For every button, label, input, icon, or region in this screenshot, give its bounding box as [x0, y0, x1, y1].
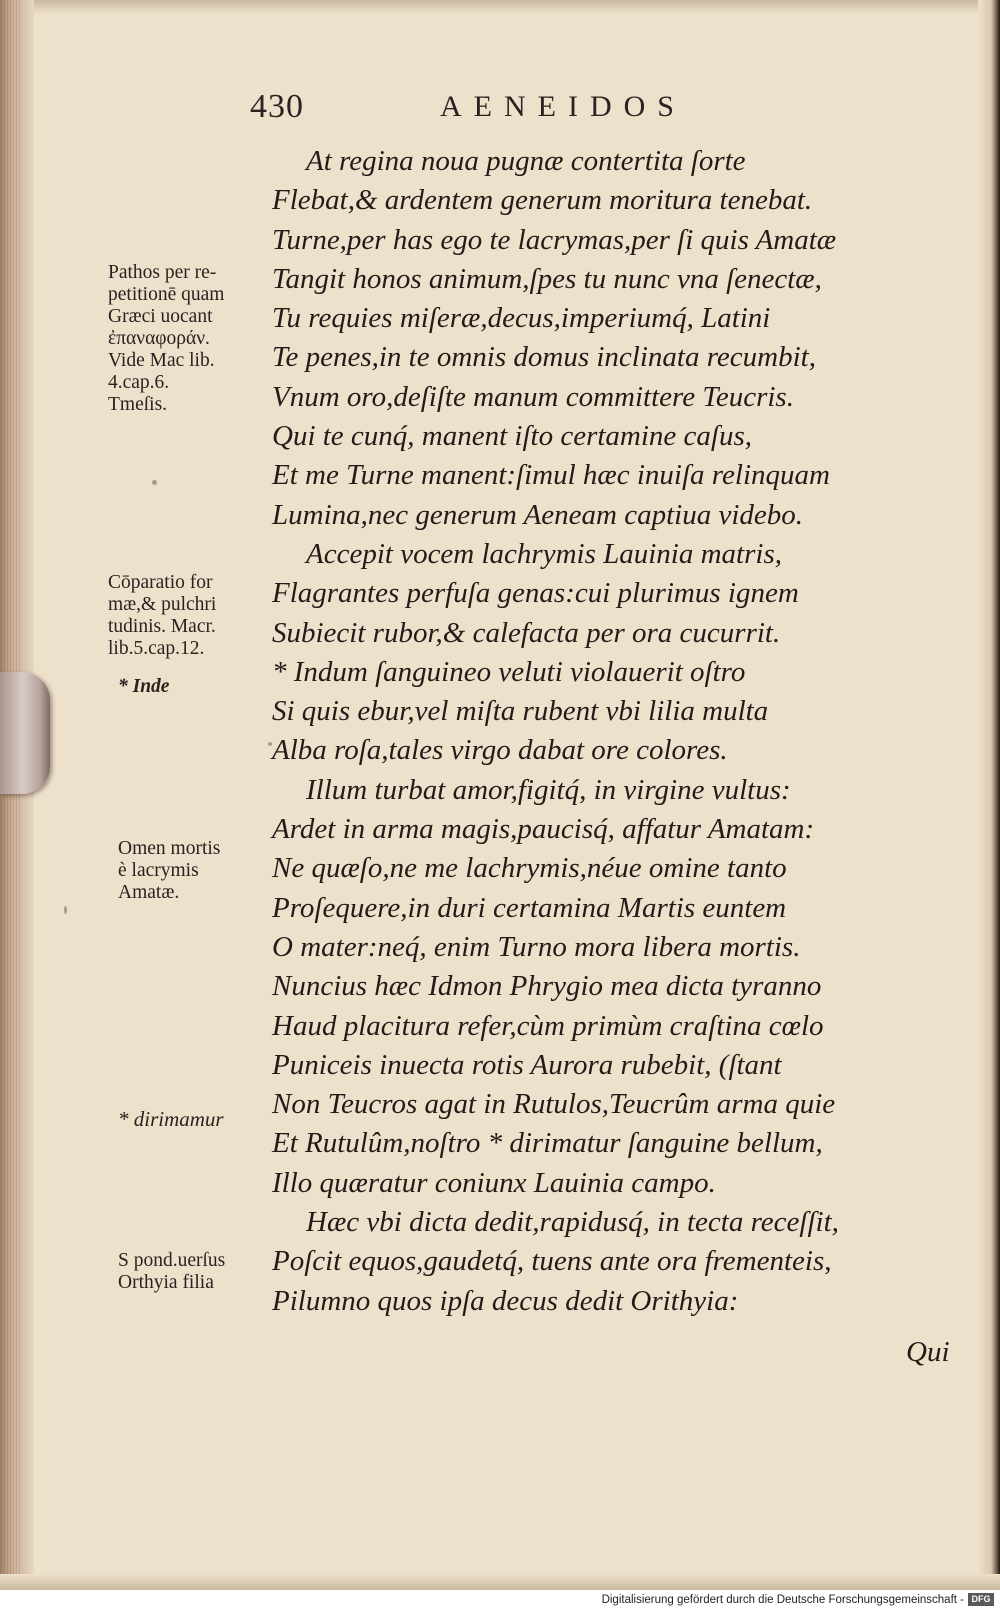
verse-line: Puniceis inuecta rotis Aurora rubebit, (ſtant [272, 1048, 782, 1081]
verse-line: Ardet in arma magis,paucisq́, affatur Amatam: [272, 813, 815, 846]
verse-line: Si quis ebur,vel miſta rubent vbi lilia multa [272, 695, 769, 728]
verse-line: At regina noua pugnæ contertita ſorte [306, 145, 746, 177]
verse-line: Turne,per has ego te lacrymas,per ſi quis Amatæ [272, 223, 837, 256]
page-bottom-edge [0, 1574, 1000, 1590]
running-head [250, 88, 810, 132]
marginal-note-dirimamur: * dirimamur [118, 1107, 224, 1131]
catchword: Qui [906, 1336, 950, 1368]
page-top-shadow [0, 0, 1000, 14]
paper-speck [64, 906, 67, 914]
dfg-logo: DFG [968, 1593, 994, 1606]
page-right-edge [978, 0, 1000, 1590]
paper-speck [268, 742, 272, 746]
verse-line: Ne quæſo,ne me lachrymis,néue omine tanto [272, 852, 787, 885]
verse-line: Vnum oro,deſiſte manum committere Teucris. [272, 380, 794, 413]
verse-line: Subiecit rubor,& calefacta per ora cucurrit. [272, 616, 781, 649]
verse-line: Tu requies miſeræ,decus,imperiumq́, Latini [272, 302, 771, 335]
verse-line: Nuncius hæc Idmon Phrygio mea dicta tyranno [272, 970, 822, 1003]
verse-line: Pilumno quos ipſa decus dedit Orithyia: [272, 1284, 739, 1317]
running-title: AENEIDOS [440, 90, 686, 123]
verse-line: Hæc vbi dicta dedit,rapidusq́, in tecta receſſit, [306, 1206, 839, 1239]
verse-line: Et Rutulûm,noſtro * dirimatur ſanguine bellum, [272, 1127, 823, 1160]
verse-line: Non Teucros agat in Rutulos,Teucrûm arma quie [272, 1088, 836, 1121]
marginal-note-inde: * Inde [118, 676, 170, 697]
page-gutter-edge [0, 0, 34, 1590]
marginal-note-pathos: Pathos per re- petitionē quam Græci uocant ἐπαναφοράν. Vide Mac lib. 4.cap.6. Tmeſis. [108, 262, 225, 415]
verse-line: Te penes,in te omnis domus inclinata recumbit, [272, 341, 816, 374]
verse-line: Illum turbat amor,figitq́, in virgine vultus: [306, 773, 791, 806]
funding-credit: Digitalisierung gefördert durch die Deutsche Forschungsgemeinschaft - [601, 1594, 964, 1606]
verse-line: Poſcit equos,gaudetq́, tuens ante ora frementeis, [272, 1245, 832, 1278]
marginal-note-spondaic: S pond.uerſus Orthyia filia [118, 1250, 226, 1293]
verse-line: Lumina,nec generum Aeneam captiua videbo. [272, 498, 804, 531]
digitization-footer [0, 1590, 1000, 1608]
verse-line: Accepit vocem lachrymis Lauinia matris, [306, 537, 782, 570]
verse-line: Tangit honos animum,ſpes tu nunc vna ſenectæ, [272, 262, 822, 295]
verse-line: O mater:neq́, enim Turno mora libera mortis. [272, 930, 801, 963]
verse-line: Flagrantes perfuſa genas:cui plurimus ignem [272, 577, 799, 610]
verse-line: Et me Turne manent:ſimul hæc inuiſa relinquam [272, 459, 830, 492]
verse-line: Qui te cunq́, manent iſto certamine caſus, [272, 420, 753, 453]
verse-line: Flebat,& ardentem generum moritura tenebat. [272, 184, 813, 217]
verse-line: Illo quæratur coniunx Lauinia campo. [272, 1166, 716, 1199]
verse-line: Alba roſa,tales virgo dabat ore colores. [272, 734, 728, 767]
verse-line: Haud placitura refer,cùm primùm craſtina cœlo [272, 1009, 824, 1042]
paper-speck [152, 480, 157, 485]
page-number: 430 [250, 88, 304, 125]
verse-block [272, 142, 972, 1321]
book-clasp [0, 672, 50, 794]
marginal-note-omen: Omen mortis è lacrymis Amatæ. [118, 838, 221, 903]
marginal-note-comparatio: Cōparatio for mæ,& pulchri tudinis. Macr. lib.5.cap.12. [108, 572, 217, 659]
verse-line: * Indum ſanguineo veluti violauerit oſtro [272, 655, 746, 688]
verse-line: Proſequere,in duri certamina Martis euntem [272, 891, 787, 924]
